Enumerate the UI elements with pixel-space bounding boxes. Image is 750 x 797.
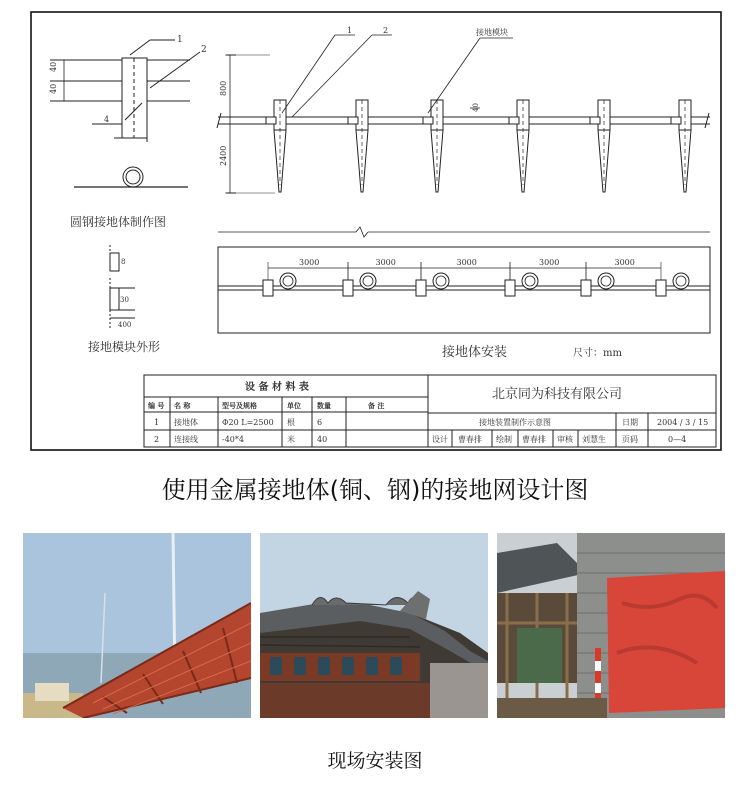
rod-leader-1: 1 — [177, 35, 183, 45]
plan-module — [656, 280, 666, 296]
page-label: 页码 — [622, 435, 638, 444]
plan-rod — [673, 273, 689, 289]
company-name: 北京同为科技有限公司 — [492, 387, 623, 402]
photo-traditional-roof — [260, 533, 488, 718]
site-photos-caption: 现场安装图 — [327, 750, 423, 772]
bom-header: 数量 — [317, 401, 331, 410]
review-label: 审核 — [557, 435, 573, 444]
plan-rod — [522, 273, 538, 289]
grounding-rod — [423, 100, 443, 192]
bom-header: 型号及规格 — [222, 401, 257, 410]
bom-cell: 40 — [317, 435, 328, 444]
module-dim-side: 8 — [121, 258, 126, 266]
elev-leader-module: 接地模块 — [476, 28, 508, 37]
rod-leader-2: 2 — [201, 45, 207, 55]
bom-cell: Φ20 L=2500 — [222, 418, 274, 427]
bom-cells — [147, 401, 384, 444]
photo-metal-frame — [23, 533, 251, 718]
bom-header: 名 称 — [174, 401, 191, 410]
elev-dim-small: 40 — [472, 103, 480, 112]
grounding-rod — [509, 100, 529, 192]
photo-construction-site — [497, 533, 725, 718]
grounding-rod — [266, 100, 286, 192]
grounding-rod — [348, 100, 368, 192]
drawing-name: 接地装置制作示意图 — [479, 418, 551, 427]
design-caption: 使用金属接地体(铜、钢)的接地网设计图 — [161, 476, 589, 504]
module-dim-mid: 30 — [120, 296, 129, 304]
elev-leader-2: 2 — [383, 26, 389, 35]
elev-leader-1: 1 — [347, 26, 353, 35]
plan-module — [505, 280, 515, 296]
plan-spacing-label: 3000 — [299, 258, 320, 267]
rod-dim-side: 4 — [104, 115, 110, 124]
strip-clamp — [423, 117, 433, 124]
plan-module — [416, 280, 426, 296]
strip-clamp — [509, 117, 519, 124]
date-value: 2004 / 3 / 15 — [657, 418, 709, 427]
strip-clamp — [671, 117, 681, 124]
date-label: 日期 — [622, 418, 638, 427]
plan-unit: 尺寸：mm — [573, 348, 622, 359]
strip-clamp — [266, 117, 276, 124]
designer: 曹春排 — [458, 435, 482, 444]
design-label: 设计 — [432, 435, 448, 444]
elev-dim-depth: 800 — [219, 80, 228, 96]
bom-header: 编 号 — [148, 401, 165, 410]
plan-spacing-label: 3000 — [539, 258, 560, 267]
plan-module — [343, 280, 353, 296]
bom-cell: 根 — [287, 418, 295, 427]
rod-detail-caption: 圆钢接地体制作图 — [70, 215, 167, 229]
plan-rod — [280, 273, 296, 289]
plan-rod — [598, 273, 614, 289]
module-detail-caption: 接地模块外形 — [88, 340, 161, 354]
bom-cell: 2 — [154, 435, 160, 444]
elev-dim-rod: 2400 — [219, 145, 228, 166]
bom-header: 单位 — [287, 401, 301, 410]
bom-cell: 1 — [154, 418, 160, 427]
module-dim-bottom: 400 — [118, 321, 132, 329]
draw-label: 绘制 — [496, 435, 512, 444]
plan-spacing-label: 3000 — [614, 258, 635, 267]
bom-cell: 6 — [317, 418, 323, 427]
bom-cell: 连接线 — [174, 435, 198, 444]
plan-spacing-label: 3000 — [375, 258, 396, 267]
plan-modules — [263, 273, 689, 296]
grounding-rod — [590, 100, 610, 192]
bom-header: 备 注 — [368, 401, 385, 410]
plan-spacing-label: 3000 — [456, 258, 477, 267]
elevation-view — [217, 55, 710, 193]
drafter: 曹春排 — [522, 435, 546, 444]
bom-cell: 接地体 — [174, 418, 198, 427]
reviewer: 刘慧生 — [582, 435, 606, 444]
strip-clamp — [348, 117, 358, 124]
rod-dim-top: 40 — [49, 61, 58, 72]
plan-module — [263, 280, 273, 296]
bom-cell: -40*4 — [222, 435, 244, 444]
grounding-rods — [266, 100, 691, 192]
plan-rod — [433, 273, 449, 289]
bom-title: 设 备 材 料 表 — [245, 382, 309, 393]
plan-rod — [360, 273, 376, 289]
plan-module — [581, 280, 591, 296]
rod-dim-bottom: 40 — [49, 83, 58, 94]
plan-title: 接地体安装 — [442, 345, 508, 360]
strip-clamp — [590, 117, 600, 124]
rod-detail — [50, 40, 200, 187]
break-mark — [218, 227, 710, 237]
grounding-rod — [671, 100, 691, 192]
page-value: 0—4 — [668, 435, 687, 444]
bom-cell: 米 — [287, 435, 295, 444]
